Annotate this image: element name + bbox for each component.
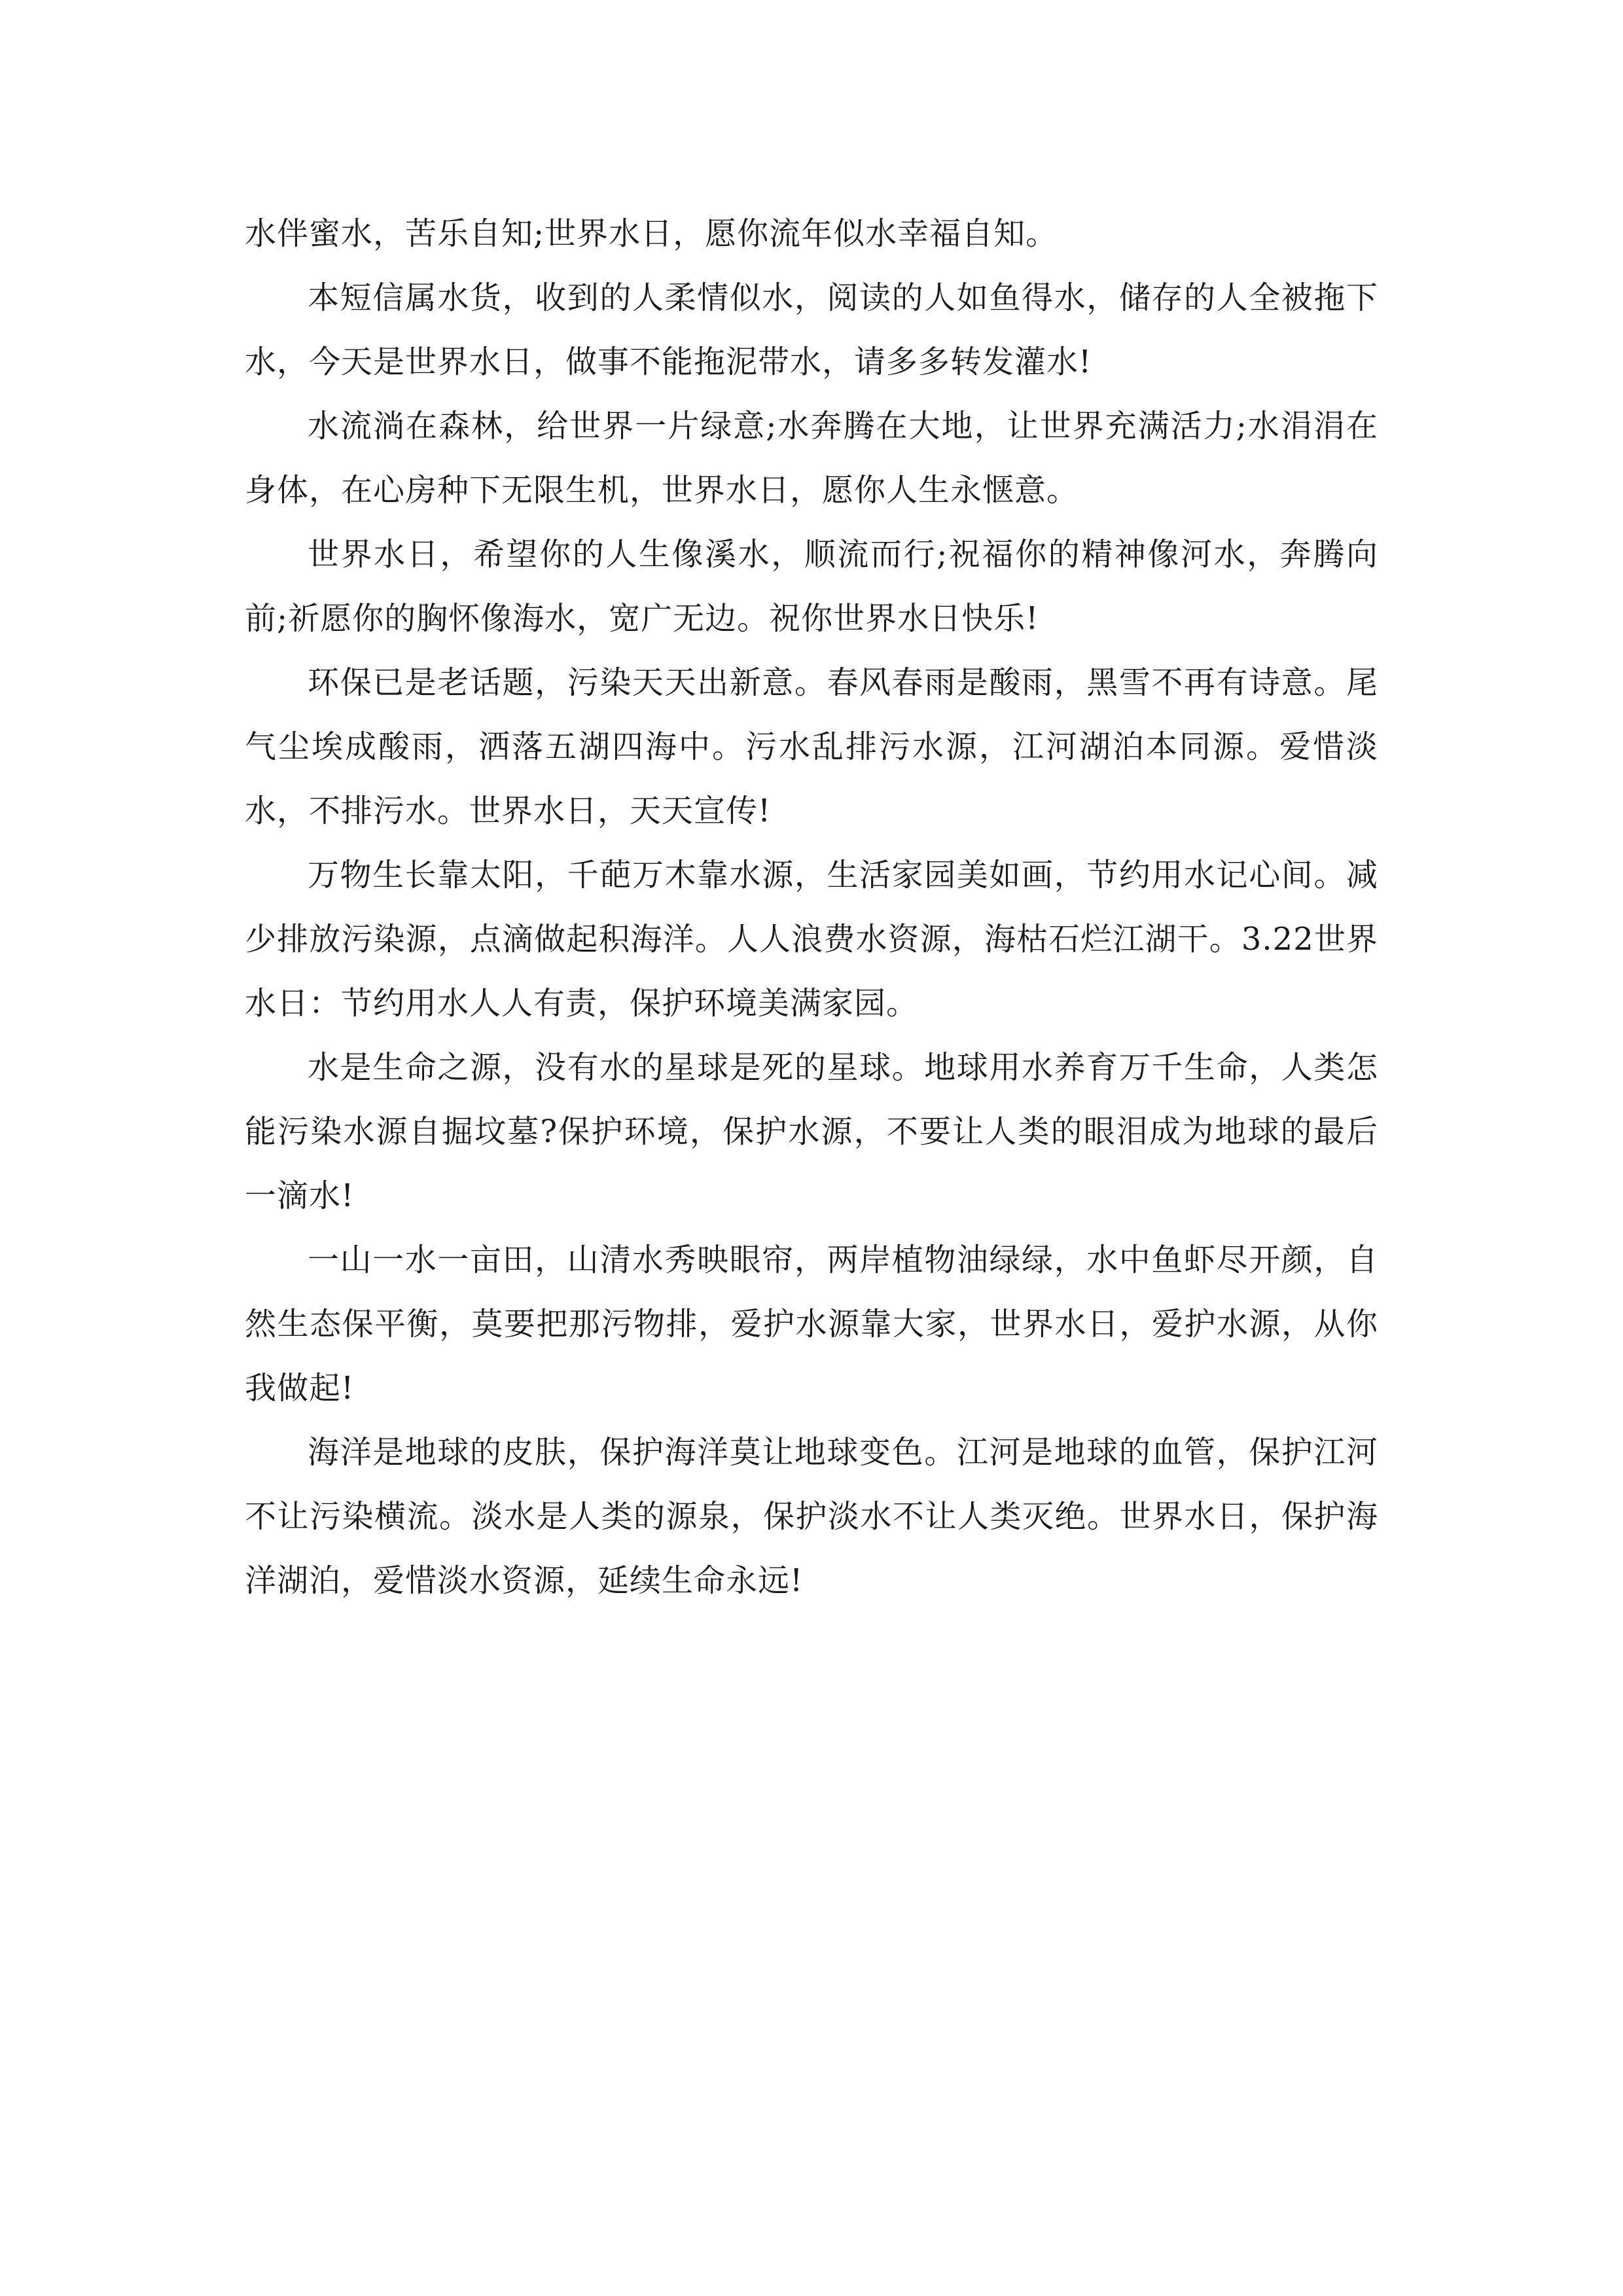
paragraph-7: 水是生命之源，没有水的星球是死的星球。地球用水养育万千生命，人类怎能污染水源自掘坟墓?保护环境，保护水源，不要让人类的眼泪成为地球的最后一滴水! [245, 1049, 1378, 1214]
document-body [245, 202, 1378, 1613]
paragraph-6: 万物生长靠太阳，千葩万木靠水源，生活家园美如画，节约用水记心间。减少排放污染源，点滴做起积海洋。人人浪费水资源，海枯石烂江湖干。3.22世界水日：节约用水人人有责，保护环境美满家园。 [245, 857, 1378, 1022]
paragraph-3: 水流淌在森林，给世界一片绿意;水奔腾在大地，让世界充满活力;水涓涓在身体，在心房种下无限生机，世界水日，愿你人生永惬意。 [245, 408, 1378, 509]
paragraph-9: 海洋是地球的皮肤，保护海洋莫让地球变色。江河是地球的血管，保护江河不让污染横流。淡水是人类的源泉，保护淡水不让人类灭绝。世界水日，保护海洋湖泊，爱惜淡水资源，延续生命永远! [245, 1434, 1378, 1599]
paragraph-1: 水伴蜜水，苦乐自知;世界水日，愿你流年似水幸福自知。 [245, 215, 1058, 252]
paragraph-4: 世界水日，希望你的人生像溪水，顺流而行;祝福你的精神像河水，奔腾向前;祈愿你的胸怀像海水，宽广无边。祝你世界水日快乐! [245, 536, 1378, 637]
paragraph-8: 一山一水一亩田，山清水秀映眼帘，两岸植物油绿绿，水中鱼虾尽开颜，自然生态保平衡，莫要把那污物排，爱护水源靠大家，世界水日，爱护水源，从你我做起! [245, 1242, 1378, 1407]
paragraph-2: 本短信属水货，收到的人柔情似水，阅读的人如鱼得水，储存的人全被拖下水，今天是世界水日，做事不能拖泥带水，请多多转发灌水! [245, 279, 1378, 380]
paragraph-5: 环保已是老话题，污染天天出新意。春风春雨是酸雨，黑雪不再有诗意。尾气尘埃成酸雨，洒落五湖四海中。污水乱排污水源，江河湖泊本同源。爱惜淡水，不排污水。世界水日，天天宣传! [245, 664, 1378, 829]
